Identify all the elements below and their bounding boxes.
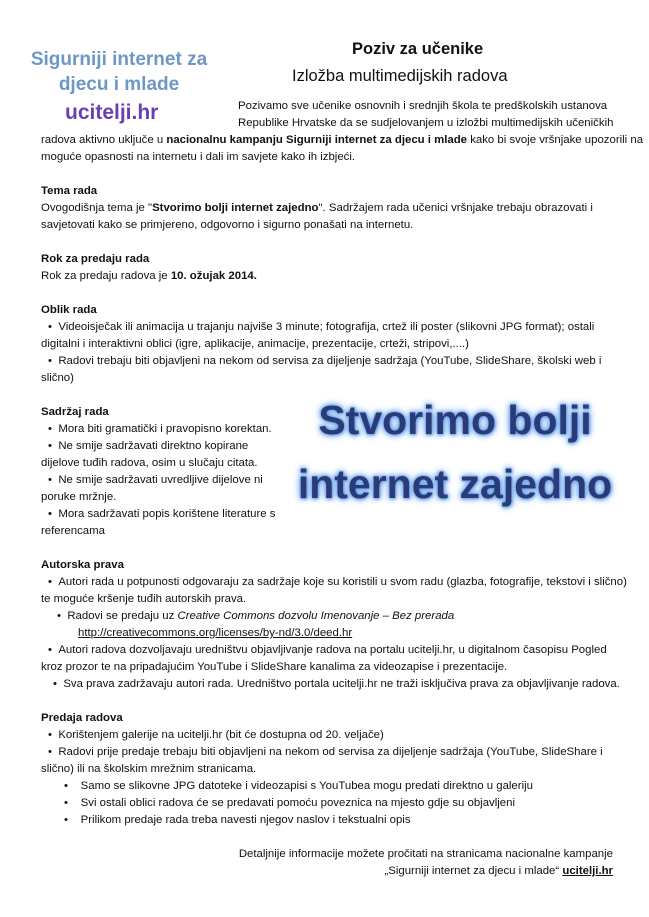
autorska-bullet-1: • Autori rada u potpunosti odgovaraju za sadržaje koje su koristili u svom radu (glazba, fotografije, tekstovi i slično) [48,576,627,588]
sadrzaj-bullet-4-cont: referencama [41,525,105,537]
autorska-bullet-1-text: Autori rada u potpunosti odgovaraju za sadržaje koje su koristili u svom radu (glazba, fotografije, tekstovi i slično) [58,576,627,588]
autorska-bullet-2-text: Radovi se predaju uz [67,610,178,622]
autorska-bullet-3-cont: kroz prozor te na pripadajućim YouTube i SlideShare kanalima za videozapise i prezentacije. [41,661,508,673]
predaja-sub-bullet-3-text: Prilikom predaje rada treba navesti njegov naslov i tekstualni opis [80,814,411,826]
oblik-bullet-1-text: Videoisječak ili animacija u trajanju najviše 3 minute; fotografija, crtež ili poster (slikovni JPG format); ostali [58,321,595,333]
sadrzaj-bullet-3-text: Ne smije sadržavati uvredljive dijelove ni [58,474,263,486]
deadline-date: 10. ožujak 2014. [170,270,257,282]
logo-site-name: ucitelji.hr [65,101,159,124]
autorska-bullet-4: • Sva prava zadržavaju autori rada. Uredništvo portala ucitelji.hr ne traži isključiva prava za objavljivanje radova. [53,678,620,690]
tema-line-1-end: ". Sadržajem rada učenici vršnjake trebaju obrazovati i [318,202,593,214]
predaja-sub-bullet-1-text: Samo se slikovne JPG datoteke i videozapisi s YouTubea mogu predati direktno u galeriju [80,780,533,792]
logo-line-1: Sigurniji internet za [30,49,208,70]
slogan-line-2: internet zajedno [297,461,613,507]
section-title-autorska: Autorska prava [41,559,124,571]
license-name: Creative Commons dozvolu Imenovanje – Bez prerada [177,610,455,622]
oblik-bullet-1-cont: digitalni i interaktivni oblici (igre, aplikacije, animacije, prezentacije, crteži, stripovi,....) [41,338,469,350]
oblik-bullet-1: • Videoisječak ili animacija u trajanju najviše 3 minute; fotografija, crtež ili poster (slikovni JPG format); ostali [48,321,595,333]
sadrzaj-bullet-2-cont: dijelove tuđih radova, osim u slučaju citata. [41,457,258,469]
slogan-line-1: Stvorimo bolji [318,397,592,443]
intro-line-3 [41,132,643,149]
section-title-sadrzaj: Sadržaj rada [41,406,109,418]
campaign-name: nacionalnu kampanju Sigurniji internet za djecu i mlade [166,134,468,146]
section-title-oblik: Oblik rada [41,304,97,316]
predaja-bullet-2-cont: slično) ili na školskim mrežnim stranicama. [41,763,257,775]
campaign-logo [14,47,224,97]
autorska-bullet-2: • Radovi se predaju uz Creative Commons dozvolu Imenovanje – Bez prerada [57,610,455,622]
predaja-sub-bullet-2: • Svi ostali oblici radova će se predavati pomoću poveznica na mjesto gdje su objavljeni [64,797,516,809]
footer-line-2 [384,863,613,880]
oblik-bullet-2: • Radovi trebaju biti objavljeni na nekom od servisa za dijeljenje sadržaja (YouTube, SlideShare, školski web i [48,355,602,367]
sadrzaj-bullet-2: • Ne smije sadržavati direktno kopirane [48,440,249,452]
sadrzaj-bullet-4: • Mora sadržavati popis korištene literature s [48,508,276,520]
intro-line-3-end: kako bi svoje vršnjake upozorili na [467,134,644,146]
predaja-bullet-2: • Radovi prije predaje trebaju biti objavljeni na nekom od servisa za dijeljenje sadržaja (YouTube, SlideShare i [48,746,603,758]
tema-line-1-text: Ovogodišnja tema je " [41,202,153,214]
theme-name: Stvorimo bolji internet zajedno [152,202,319,214]
intro-line-1: Pozivamo sve učenike osnovnih i srednjih škola te predškolskih ustanova [238,100,608,112]
logo-line-2: djecu i mlade [58,74,180,95]
footer-campaign-name: „Sigurniji internet za djecu i mlade“ [384,865,563,877]
section-title-rok: Rok za predaju rada [41,253,150,265]
license-link[interactable]: http://creativecommons.org/licenses/by-nd/3.0/deed.hr [78,627,353,639]
autorska-bullet-3: • Autori radova dozvoljavaju uredništvu objavljivanje radova na portalu ucitelji.hr, u digitalnom časopisu Pogled [48,644,607,656]
oblik-bullet-2-cont: slično) [41,372,74,384]
sadrzaj-bullet-2-text: Ne smije sadržavati direktno kopirane [58,440,249,452]
section-title-tema: Tema rada [41,185,98,197]
sadrzaj-bullet-1: • Mora biti gramatički i pravopisno korektan. [48,423,272,435]
intro-line-3-text: radova aktivno uključe u [41,134,167,146]
predaja-sub-bullet-1: • Samo se slikovne JPG datoteke i videozapisi s YouTubea mogu predati direktno u galeriju [64,780,533,792]
tema-line-1 [41,200,593,217]
predaja-bullet-1-text: Korištenjem galerije na ucitelji.hr (bit će dostupna od 20. veljače) [58,729,384,741]
predaja-bullet-2-text: Radovi prije predaje trebaju biti objavljeni na nekom od servisa za dijeljenje sadržaja (YouTube, SlideShare i [58,746,603,758]
tema-line-2: savjetovati kako se primjereno, odgovorno i sigurno ponašati na internetu. [41,219,414,231]
predaja-bullet-1: • Korištenjem galerije na ucitelji.hr (bit će dostupna od 20. veljače) [48,729,384,741]
sadrzaj-bullet-1-text: Mora biti gramatički i pravopisno korektan. [58,423,272,435]
autorska-bullet-4-text: Sva prava zadržavaju autori rada. Uredništvo portala ucitelji.hr ne traži isključiva prava za objavljivanje radova. [63,678,620,690]
intro-line-2: Republike Hrvatske da se sudjelovanjem u izložbi multimedijskih učeničkih [238,117,614,129]
slogan [290,392,620,512]
autorska-bullet-3-text: Autori radova dozvoljavaju uredništvu objavljivanje radova na portalu ucitelji.hr, u digitalnom časopisu Pogled [58,644,607,656]
footer-line-1: Detaljnije informacije možete pročitati na stranicama nacionalne kampanje [238,848,613,860]
license-link-row [78,625,352,642]
page-title: Poziv za učenike [352,40,484,58]
section-title-predaja: Predaja radova [41,712,123,724]
sadrzaj-bullet-3: • Ne smije sadržavati uvredljive dijelove ni [48,474,263,486]
rok-text: Rok za predaju radova je [41,270,171,282]
autorska-bullet-1-cont: te moguće kršenje tuđih autorskih prava. [41,593,247,605]
predaja-sub-bullet-3: • Prilikom predaje rada treba navesti njegov naslov i tekstualni opis [64,814,411,826]
footer-link[interactable]: ucitelji.hr [562,865,613,877]
intro-line-4: moguće opasnosti na internetu i dali im savjete kako ih izbjeći. [41,151,356,163]
predaja-sub-bullet-2-text: Svi ostali oblici radova će se predavati pomoću poveznica na mjesto gdje su objavljeni [80,797,516,809]
sadrzaj-bullet-4-text: Mora sadržavati popis korištene literature s [58,508,276,520]
page-subtitle: Izložba multimedijskih radova [292,67,508,85]
rok-line [41,268,257,285]
oblik-bullet-2-text: Radovi trebaju biti objavljeni na nekom od servisa za dijeljenje sadržaja (YouTube, SlideShare, školski web i [58,355,602,367]
sadrzaj-bullet-3-cont: poruke mržnje. [41,491,117,503]
